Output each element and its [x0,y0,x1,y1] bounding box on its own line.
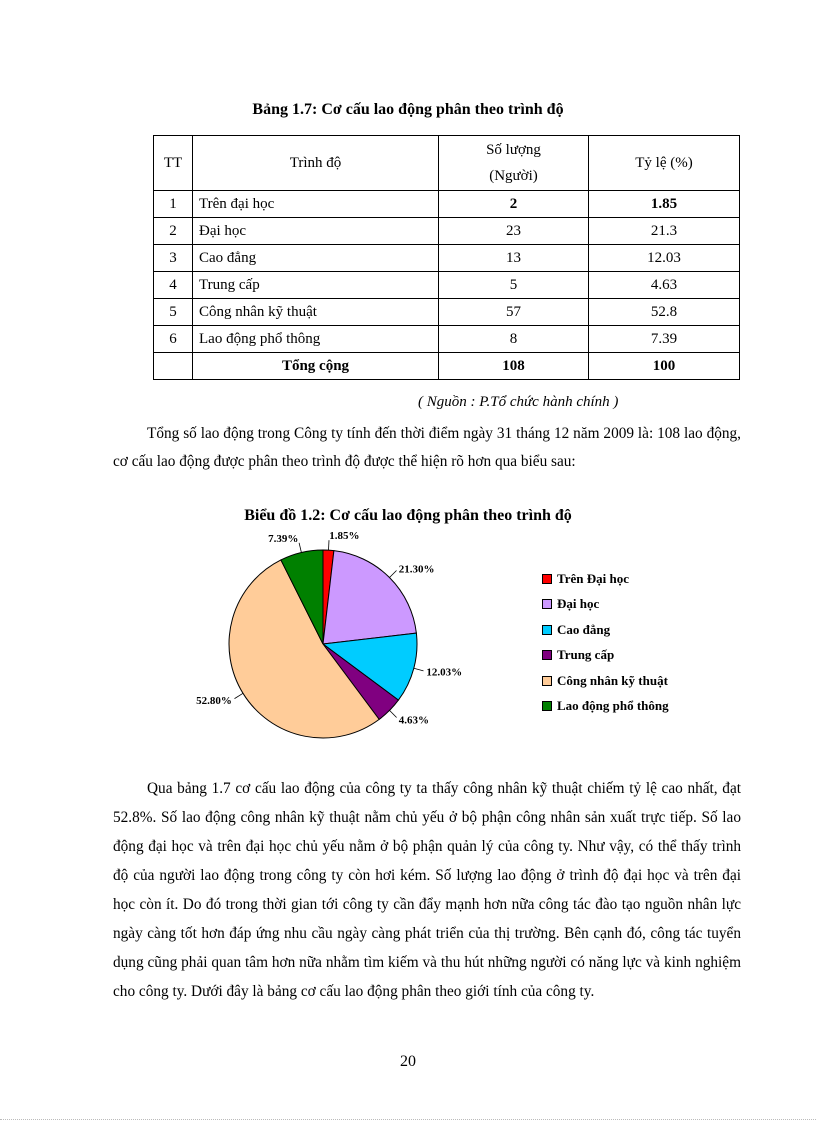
legend-swatch [542,701,552,711]
row-tt: 6 [154,326,193,353]
row-pct: 1.85 [589,191,740,218]
legend-swatch [542,574,552,584]
table-total-row [154,353,740,380]
pie-data-label: 12.03% [426,666,463,679]
legend-swatch [542,625,552,635]
row-pct: 12.03 [589,245,740,272]
legend-label: Lao động phổ thông [557,698,669,714]
legend-label: Trên Đại học [557,570,629,586]
row-pct: 52.8 [589,299,740,326]
chart-legend [542,566,669,719]
labor-by-level-table [153,135,740,380]
table-row [154,272,740,299]
pie-data-label: 52.80% [196,695,232,708]
header-tt: TT [154,136,193,191]
table-row [154,326,740,353]
table-row [154,245,740,272]
pie-leader-line [390,571,397,578]
legend-label: Cao đẳng [557,621,611,637]
pie-chart [170,530,530,760]
header-level: Trình độ [193,136,439,191]
table-source: ( Nguồn : P.Tổ chức hành chính ) [418,394,619,410]
header-count [439,136,589,191]
legend-swatch [542,599,552,609]
row-count: 57 [439,299,589,326]
row-pct: 21.3 [589,218,740,245]
row-count: 13 [439,245,589,272]
table-title: Bảng 1.7: Cơ cấu lao động phân theo trình độ [252,101,564,118]
legend-item [542,592,669,618]
table-row [154,299,740,326]
total-label: Tổng cộng [193,353,439,380]
row-count: 8 [439,326,589,353]
row-pct: 4.63 [589,272,740,299]
total-tt [154,353,193,380]
row-tt: 4 [154,272,193,299]
pie-leader-line [299,543,301,553]
legend-item [542,617,669,643]
row-tt: 2 [154,218,193,245]
row-count: 23 [439,218,589,245]
legend-swatch [542,676,552,686]
pie-data-label: 4.63% [398,714,429,727]
pie-data-label: 21.30% [398,563,435,576]
pie-leader-line [414,668,424,671]
table-header-row [154,136,740,191]
paragraph-1 [113,420,741,476]
total-count: 108 [439,353,589,380]
legend-item [542,643,669,669]
row-level: Lao động phổ thông [193,326,439,353]
table-row [154,218,740,245]
paragraph-2 [113,774,741,1006]
pie-data-label: 1.85% [329,530,360,543]
legend-label: Trung cấp [557,647,615,663]
row-tt: 3 [154,245,193,272]
row-count: 5 [439,272,589,299]
row-level: Cao đẳng [193,245,439,272]
paragraph-1-text: Tổng số lao động trong Công ty tính đến thời điểm ngày 31 tháng 12 năm 2009 là: 108 lao động, cơ cấu lao động được phân theo trình độ được thể hiện rõ hơn qua biểu sau: [113,425,741,470]
legend-label: Công nhân kỹ thuật [557,672,668,688]
header-count-line2: (Người) [489,168,538,184]
legend-item [542,566,669,592]
legend-label: Đại học [557,596,600,612]
row-level: Trung cấp [193,272,439,299]
pie-data-label: 7.39% [268,532,299,545]
paragraph-2-text: Qua bảng 1.7 cơ cấu lao động của công ty ta thấy công nhân kỹ thuật chiếm tỷ lệ cao nhất, đạt 52.8%. Số lao động công nhân kỹ thuật nằm chủ yếu ở bộ phận công nhân sản xuất trực tiếp. Số lao động đại học và trên đại học chủ yếu nằm ở bộ phận quản lý của công ty. Như vậy, có thể thấy trình độ của người lao động trong công ty còn hơi kém. Số lượng lao động ở trình độ đại học và trên đại học còn ít. Do đó trong thời gian tới công ty cần đẩy mạnh hơn nữa công tác đào tạo nguồn nhân lực ngày càng tốt hơn đáp ứng nhu cầu ngày càng phát triển của thị trường. Bên cạnh đó, công tác tuyển dụng cũng phải quan tâm hơn nữa nhằm tìm kiếm và thu hút những người có năng lực và kinh nghiệm cho công ty. Dưới đây là bảng cơ cấu lao động phân theo giới tính của công ty. [113,780,741,1000]
total-pct: 100 [589,353,740,380]
row-pct: 7.39 [589,326,740,353]
pie-leader-line [235,693,244,698]
row-level: Công nhân kỹ thuật [193,299,439,326]
header-count-line1: Số lượng [486,142,541,158]
row-level: Trên đại học [193,191,439,218]
page-number: 20 [400,1053,416,1070]
legend-swatch [542,650,552,660]
row-count: 2 [439,191,589,218]
table-row [154,191,740,218]
legend-item [542,668,669,694]
row-level: Đại học [193,218,439,245]
row-tt: 1 [154,191,193,218]
legend-item [542,694,669,720]
pie-slices [229,550,417,738]
header-pct: Tỷ lệ (%) [589,136,740,191]
page-bottom-rule [0,1119,816,1120]
pie-leader-line [390,710,397,717]
chart-title: Biểu đồ 1.2: Cơ cấu lao động phân theo trình độ [244,507,572,524]
row-tt: 5 [154,299,193,326]
